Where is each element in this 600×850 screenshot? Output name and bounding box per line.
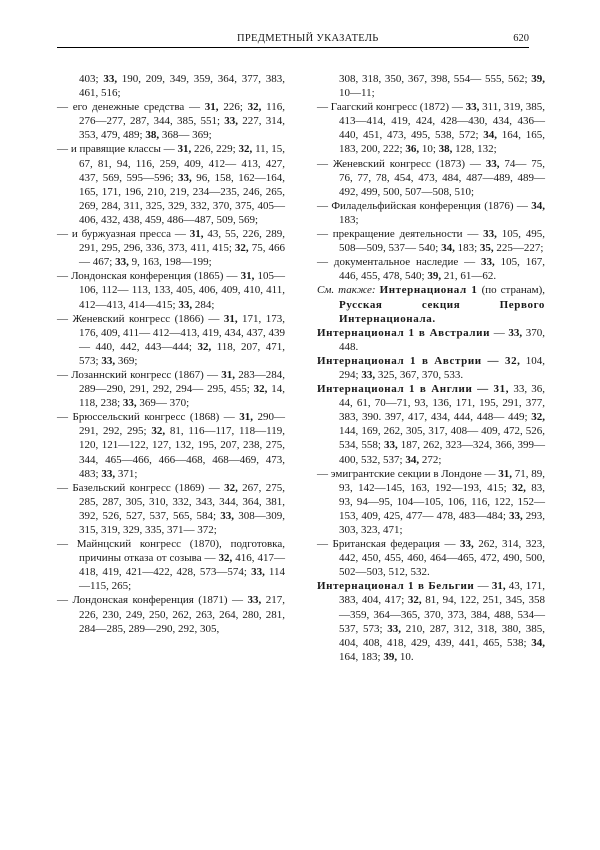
index-entry: Интернационал 1 в Англии — 31, 33, 36, 44, 61, 70—71, 93, 136, 171, 195, 291, 377, 383, 390. 397, 417, 434, 444, 448— 449; 32, 144, 169, 262, 305, 317, 408— 409, 472, 526, 534, 558; 33, 187, 262, 323—324, 366, 399—400, 532, 537; 34, 272; <box>317 383 545 466</box>
left-column <box>57 72 285 636</box>
index-entry: — эмигрантские секции в Лондоне — 31, 71, 89, 93, 142—145, 163, 192—193, 415; 32, 83, 93, 94—95, 104—105, 106, 116, 122, 152—153, 409, 425, 477— 478, 483—484; 33, 293, 303, 323, 471; <box>317 467 546 536</box>
page-number: 620 <box>513 33 529 44</box>
index-entry: — Брюссельский конгресс (1868) — 31, 290—291, 292, 295; 32, 81, 116—117, 118—119, 120, 121—122, 127, 132, 195, 207, 238, 275, 344, 465—466, 466—468, 468—469, 473, 483; 33, 371; <box>57 411 285 480</box>
index-entry: — Лондонская конференция (1871) — 33, 217, 226, 230, 249, 250, 262, 263, 264, 280, 281, 284—285, 289—290, 292, 305, <box>57 594 286 635</box>
index-entry: 308, 318, 350, 367, 398, 554— 555, 562; 39, 10—11; <box>339 73 545 100</box>
index-entry: Интернационал 1 в Бельгии — 31, 43, 171, 383, 404, 417; 32, 81, 94, 122, 251, 345, 358—359, 364—365, 370, 373, 384, 488, 534—537, 573; 33, 210, 287, 312, 318, 380, 385, 404, 408, 418, 429, 439, 441, 465, 538; 34, 164, 183; 39, 10. <box>317 580 546 663</box>
index-entry: — его денежные средства — 31, 226; 32, 116, 276—277, 287, 344, 385, 551; 33, 227, 314, 353, 479, 489; 38, 368— 369; <box>57 101 285 142</box>
index-entry: Интернационал 1 в Австралии — 33, 370, 448. <box>317 326 545 353</box>
index-entry: — и правящие классы — 31, 226, 229; 32, 11, 15, 67, 81, 94, 116, 259, 409, 412— 413, 427, 437, 569, 595—596; 33, 96, 158, 162—164, 165, 171, 196, 210, 219, 234—235, 246, 265, 269, 284, 311, 325, 329, 332, 370, 375, 405—406, 432, 438, 459, 486—487, 509, 569; <box>57 143 286 226</box>
index-entry: — Майнцский конгресс (1870), подготовка, причины отказа от созыва — 32, 416, 417—418, 419, 421—422, 428, 573—574; 33, 114—115, 265; <box>57 538 286 593</box>
index-entry: Интернационал 1 в Австрии — 32, 104, 294; 33, 325, 367, 370, 533. <box>317 354 545 381</box>
index-entry: — Филадельфийская конференция (1876) — 34, 183; <box>317 199 545 226</box>
index-entry: — Лондонская конференция (1865) — 31, 105—106, 112— 113, 133, 405, 406, 409, 410, 411, 412—413, 414—415; 33, 284; <box>57 270 286 311</box>
index-entry: — Лозаннский конгресс (1867) — 31, 283—284, 289—290, 291, 292, 294— 295, 455; 32, 14, 118, 238; 33, 369— 370; <box>57 368 286 410</box>
right-column <box>317 72 545 664</box>
index-entry: — документальное наследие — 33, 105, 167, 446, 455, 478, 540; 39, 21, 61—62. <box>317 256 545 283</box>
index-entry: — Базельский конгресс (1869) — 32, 267, 275, 285, 287, 305, 310, 332, 343, 344, 364, 381, 392, 526, 527, 537, 565, 584; 33, 308—309, 315, 319, 329, 335, 371— 372; <box>57 481 286 536</box>
index-entry: — прекращение деятельности — 33, 105, 495, 508—509, 537— 540; 34, 183; 35, 225—227; <box>317 228 545 255</box>
page-header <box>57 33 529 47</box>
header-rule <box>57 47 529 48</box>
index-entry: — и буржуазная пресса — 31, 43, 55, 226, 289, 291, 295, 296, 336, 373, 411, 415; 32, 75, 466— 467; 33, 9, 163, 198—199; <box>57 228 286 269</box>
index-entry: — Женевский конгресс (1866) — 31, 171, 173, 176, 409, 411— 412—413, 419, 434, 437, 439— 440, 442, 443—444; 32, 118, 207, 471, 573; 33, 369; <box>57 312 286 367</box>
index-entry: — Гаагский конгресс (1872) — 33, 311, 319, 385, 413—414, 419, 424, 428—430, 434, 436—440, 451, 473, 495, 538, 572; 34, 164, 165, 183, 200, 222; 36, 10; 38, 128, 132; <box>317 101 546 156</box>
index-entry: — Женевский конгресс (1873) — 33, 74— 75, 76, 77, 78, 454, 473, 484, 487—489, 489—492, 499, 500, 507—508, 510; <box>317 157 546 198</box>
running-title: ПРЕДМЕТНЫЙ УКАЗАТЕЛЬ <box>237 33 379 44</box>
index-entry: 403; 33, 190, 209, 349, 359, 364, 377, 383, 461, 516; <box>79 73 286 100</box>
index-entry: — Британская федерация — 33, 262, 314, 323, 442, 450, 455, 460, 464—465, 472, 490, 500, 502—503, 512, 532. <box>317 538 545 579</box>
index-entry: См. также: Интернационал 1 (по странам), Русская секция Первого Интернационала. <box>317 284 546 325</box>
